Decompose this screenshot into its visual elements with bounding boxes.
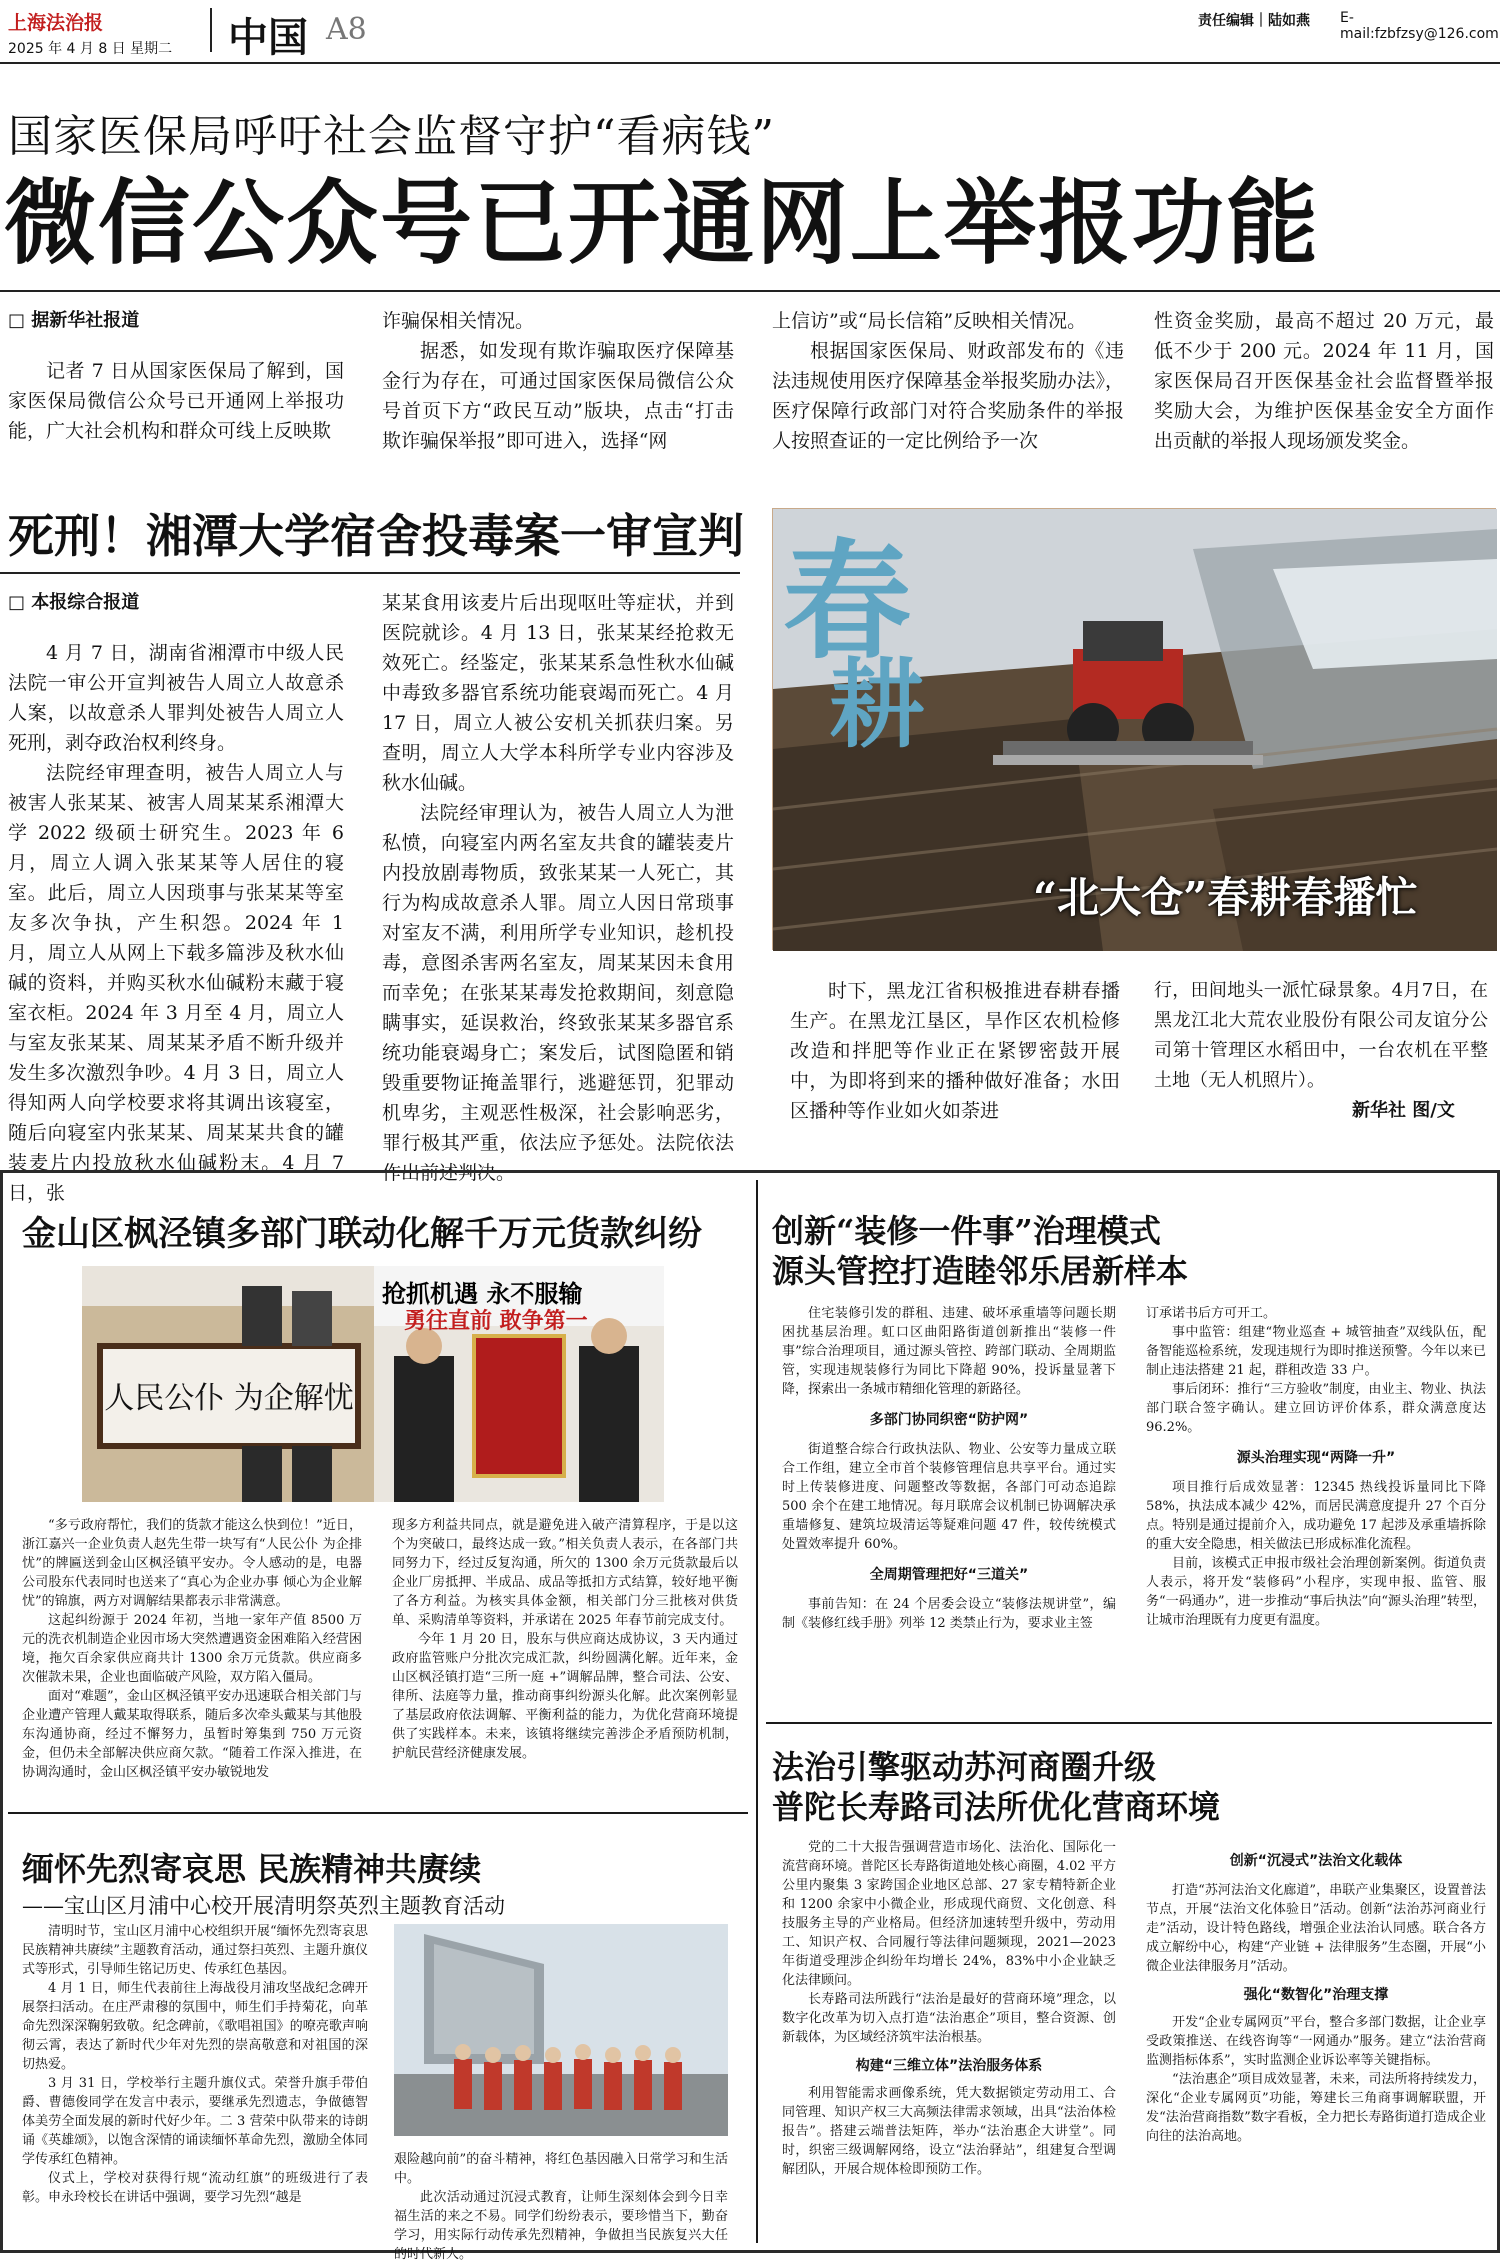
byline-text: 据新华社报道 <box>31 310 140 331</box>
article5-col1 <box>782 1838 1116 2179</box>
masthead <box>0 0 1500 64</box>
article1-col3-b: 根据国家医保局、财政部发布的《违法违规使用医疗保障基金举报奖励办法》，医疗保障行政部门对符合奖励条件的举报人按照查证的一定比例给予一次 <box>772 340 1124 452</box>
photo-label-char-2: 耕 <box>829 648 925 761</box>
article4-col2 <box>1146 1304 1486 1630</box>
article4-headline-2: 源头管控打造睦邻乐居新样本 <box>772 1252 1189 1290</box>
article5-subhead-3: 强化“数智化”治理支撑 <box>1243 1987 1389 2003</box>
photo-label-char-1: 春 <box>783 527 912 677</box>
article1-col3-a: 上信访”或“局长信箱”反映相关情况。 <box>772 310 1087 332</box>
article4-col1 <box>782 1304 1116 1633</box>
newspaper-logo: 上海法治报 <box>8 12 104 34</box>
plaque-photo <box>82 1266 374 1502</box>
right-horizontal-divider <box>766 1722 1492 1724</box>
editor-credit: 责任编辑｜陆如燕 <box>1198 13 1310 29</box>
left-horizontal-divider <box>8 1812 748 1814</box>
article5-p3: 利用智能需求画像系统，凭大数据锁定劳动用工、合同管理、知识产权三大高频法律需求领域，出具“法治体检报告”。搭建云端普法矩阵，举办“法治惠企大讲堂”。同时，织密三级调解网络，设立“法治驿站”，组建复合型调解团队，开展合规体检即预防工作。 <box>782 2086 1116 2177</box>
masthead-rule <box>0 62 1500 64</box>
article2-col1-p2: 法院经审理查明，被告人周立人与被害人张某某、被害人周某某系湘潭大学 2022 级硕士研究生。2023 年 6 月，周立人调入张某某等人居住的寝室。此后，周立人因琐事与张某某等室友多次争执，产生积怨。2024 年 1 月，周立人从网上下载多篇涉及秋水仙碱的资料，并购买秋水仙碱粉末藏于寝室衣柜。2024 年 3 月至 4 月，周立人与室友张某某、周某某矛盾不断升级并发生多次激烈争吵。4 月 3 日，周立人得知两人向学校要求将其调出该寝室，随后向寝室内张某某、周某某共食的罐装麦片内投放秋水仙碱粉末。4 月 7 日，张 <box>8 762 344 1204</box>
article4-subhead-1: 多部门协同织密“防护网” <box>869 1412 1029 1428</box>
svg-text:人民公仆 为企解忧: 人民公仆 为企解忧 <box>104 1381 354 1416</box>
article1-col1: 记者 7 日从国家医保局了解到，国家医保局微信公众号已开通网上举报功能，广大社会机构和群众可线上反映欺 <box>8 360 344 442</box>
article4-col2-c: 事后闭环：推行“三方验收”制度，由业主、物业、执法部门联合签字确认。建立回访评价体系，群众满意度达 96.2%。 <box>1146 1382 1486 1435</box>
photo1-caption-right: 行，田间地头一派忙碌景象。4月7日，在黑龙江北大荒农业股份有限公司友谊分公司第十管理区水稻田中，一台农机在平整土地（无人机照片）。 <box>1154 980 1488 1091</box>
lower-vertical-divider <box>756 1180 758 2243</box>
photo1-caption-left: 时下，黑龙江省积极推进春耕春播生产。在黑龙江垦区，旱作区农机检修改造和拌肥等作业正在紧锣密鼓开展中，为即将到来的播种做好准备；水田区播种等作业如火如荼进 <box>790 980 1120 1122</box>
article4-subhead-2: 全周期管理把好“三道关” <box>869 1567 1029 1583</box>
article4-intro: 住宅装修引发的群租、违建、破坏承重墙等问题长期困扰基层治理。虹口区曲阳路街道创新推出“装修一件事”综合治理项目，通过源头管控、跨部门联动、全周期监管，实现违规装修行为同比下降超 90%，投诉量显著下降，探索出一条城市精细化管理的新路径。 <box>782 1306 1116 1397</box>
article6-col1-p4: 仪式上，学校对获得行规“流动红旗”的班级进行了表彰。申永玲校长在讲话中强调，要学习先烈“越是 <box>22 2171 368 2205</box>
article6-col2-p2: 此次活动通过沉浸式教育，让师生深刻体会到今日幸福生活的来之不易。同学们纷纷表示，要珍惜当下，勤奋学习，用实际行动传承先烈精神，争做担当民族复兴大任的时代新人。 <box>394 2190 728 2262</box>
article5-p5: 开发“企业专属网页”平台，整合多部门数据，让企业享受政策推送、在线咨询等“一网通办”服务。建立“法治营商监测指标体系”，实时监测企业诉讼率等关键指标。 <box>1146 2015 1486 2068</box>
page-number: A8 <box>326 12 367 47</box>
article2-headline: 死刑！湘潭大学宿舍投毒案一审宣判 <box>8 509 744 563</box>
article5-headline-1: 法治引擎驱动苏河商圈升级 <box>772 1748 1157 1786</box>
article5-subhead-2: 创新“沉浸式”法治文化载体 <box>1229 1853 1403 1869</box>
article1-col2 <box>382 306 734 456</box>
article1-col2-a: 诈骗保相关情况。 <box>382 310 535 332</box>
article2-col2-p1: 某某食用该麦片后出现呕吐等症状，并到医院就诊。4 月 13 日，张某某经抢救无效死亡。经鉴定，张某某系急性秋水仙碱中毒致多器官系统功能衰竭而死亡。4 月 17 日，周立人被公安机关抓获归案。另查明，周立人大学本科所学专业内容涉及秋水仙碱。 <box>382 592 734 794</box>
article4-p1: 街道整合综合行政执法队、物业、公安等力量成立联合工作组，建立全市首个装修管理信息共享平台。通过实时上传装修进度、问题整改等数据，各部门可动态追踪 500 余个在建工地情况。每月联席会议机制已协调解决承重墙修复、建筑垃圾清运等疑难问题 47 件，较传统模式处置效率提升 60%。 <box>782 1442 1116 1552</box>
article3-col2-p2: 今年 1 月 20 日，股东与供应商达成协议，3 天内通过政府监管账户分批次完成汇款，纠纷圆满化解。近年来，金山区枫泾镇打造“三所一庭 +”调解品牌，整合司法、公安、律所、法庭等力量，推动商事纠纷源头化解。此次案例彰显了基层政府依法调解、平衡利益的能力，为优化营商环境提供了实践样本。未来，该镇将继续完善涉企矛盾预防机制，护航民营经济健康发展。 <box>392 1632 738 1761</box>
banner-slogan: 抢抓机遇 永不服输 <box>382 1279 583 1308</box>
article5-p2: 长寿路司法所践行“法治是最好的营商环境”理念，以数字化改革为切入点打造“法治惠企”项目，整合资源、创新载体，为区域经济筑牢法治根基。 <box>782 1992 1116 2045</box>
spring-plowing-photo <box>772 508 1496 950</box>
article4-p2: 事前告知：在 24 个居委会设立“装修法规讲堂”，编制《装修红线手册》列举 12 类禁止行为，要求业主签 <box>782 1597 1116 1631</box>
article4-headline-1: 创新“装修一件事”治理模式 <box>772 1212 1161 1250</box>
article6-subhead: ——宝山区月浦中心校开展清明祭英烈主题教育活动 <box>22 1894 505 1918</box>
article6-col2 <box>394 2150 728 2264</box>
article3-col1 <box>22 1516 362 1782</box>
headline-rule <box>0 290 1500 292</box>
main-headline: 微信公众号已开通网上举报功能 <box>4 169 1321 277</box>
byline: □ 据新华社报道 <box>8 310 140 331</box>
article5-col2 <box>1146 1852 1486 2146</box>
article5-p4: 打造“苏河法治文化廊道”，串联产业集聚区，设置普法节点，开展“法治文化体验日”活动。创新“法治苏河商业行走”活动，设计特色路线，增强企业法治认同感。联合各方成立解纷中心，构建“产业链 + 法律服务”生态圈，开展“小微企业法律服务月”活动。 <box>1146 1883 1486 1974</box>
article1-col3 <box>772 306 1124 456</box>
ceremony-illustration <box>394 1924 728 2136</box>
masthead-divider <box>210 8 212 52</box>
banner-slogan-2: 勇往直前 敢争第一 <box>404 1308 588 1334</box>
article2-col1 <box>8 638 344 1208</box>
article2-col1-p1: 4 月 7 日，湖南省湘潭市中级人民法院一审公开宣判被告人周立人故意杀人案，以故意杀人罪判处被告人周立人死刑，剥夺政治权利终身。 <box>8 642 344 754</box>
article3-col2 <box>392 1516 738 1763</box>
article4-p3: 项目推行后成效显著：12345 热线投诉量同比下降 58%，执法成本减少 42%，而居民满意度提升 27 个百分点。特别是通过提前介入，成功避免 17 起涉及承重墙拆除的重大安全隐患，相关做法已形成标准化流程。 <box>1146 1480 1486 1552</box>
article3-headline: 金山区枫泾镇多部门联动化解千万元货款纠纷 <box>22 1214 702 1254</box>
article6-col2-p1: 艰险越向前”的奋斗精神，将红色基因融入日常学习和生活中。 <box>394 2152 728 2186</box>
issue-date: 2025 年 4 月 8 日 星期二 <box>8 41 173 57</box>
article3-col2-p1: 现多方利益共同点，就是避免进入破产清算程序，于是以这个为突破口，最终达成一致。”相关负责人表示，在各部门共同努力下，经过反复沟通，所欠的 1300 余万元货款最后以企业厂房抵押、半成品、成品等抵扣方式结算，较好地平衡了各方利益。为核实具体金额，相关部门分三批核对供货单、采购清单等资料，并承诺在 2025 年春节前完成支付。 <box>392 1518 738 1628</box>
article3-col1-p2: 这起纠纷源于 2024 年初，当地一家年产值 8500 万元的洗衣机制造企业因市场大突然遭遇资金困难陷入经营困境，拖欠百余家供应商共计 1300 余万元货款。供应商多次催款未果，企业也面临破产风险，双方陷入僵局。 <box>22 1613 362 1685</box>
photo-title: “北大仓”春耕春播忙 <box>1033 873 1418 922</box>
plaque-illustration <box>82 1266 374 1502</box>
article6-col1 <box>22 1922 368 2207</box>
section-name: 中国 <box>228 14 308 61</box>
article2-byline-text: 本报综合报道 <box>31 592 140 613</box>
article2-col2 <box>382 588 734 1188</box>
article5-p6: “法治惠企”项目成效显著，未来，司法所将持续发力，深化“企业专属网页”功能，筹建长三角商事调解联盟，开发“法治营商指数”数字看板，全力把长寿路街道打造成企业向往的法治高地。 <box>1146 2072 1486 2144</box>
article5-p1: 党的二十大报告强调营造市场化、法治化、国际化一流营商环境。普陀区长寿路街道地处核心商圈，4.02 平方公里内聚集 3 家跨国企业地区总部、27 家专精特新企业和 1200 余家中小微企业，形成现代商贸、文化创意、科技服务主导的产业格局。但经济加速转型升级中，劳动用工、知识产权、合同履行等法律问题频现，2021—2023 年街道受理涉企纠纷年均增长 24%，83%中小企业缺乏化法律顾问。 <box>782 1840 1116 1988</box>
article2-byline: □ 本报综合报道 <box>8 592 140 613</box>
article5-headline-2: 普陀长寿路司法所优化营商环境 <box>772 1788 1221 1826</box>
article6-col1-p3: 3 月 31 日，学校举行主题升旗仪式。荣誉升旗手带伯爵、曹德俊同学在发言中表示，要继承先烈遗志，争做德智体美劳全面发展的新时代好少年。二 3 营荣中队带来的诗朗诵《英雄颂》，以饱含深情的诵读缅怀革命先烈，激励全体同学传承红色精神。 <box>22 2076 368 2167</box>
photo1-credit: 新华社 图/文 <box>1352 1100 1455 1121</box>
article6-col1-p1: 清明时节，宝山区月浦中心校组织开展“缅怀先烈寄哀思 民族精神共赓续”主题教育活动，通过祭扫英烈、主题升旗仪式等形式，引导师生铭记历史、传承红色基因。 <box>22 1924 368 1977</box>
article3-col1-p3: 面对“难题”，金山区枫泾镇平安办迅速联合相关部门与企业遭产管理人戴某取得联系，随后多次牵头戴某与其他股东沟通协商，经过不懈努力，虽暂时筹集到 750 万元资金，但仍未全部解决供应商欠款。“随着工作深入推进，在协调沟通时，金山区枫泾镇平安办敏锐地发 <box>22 1689 362 1780</box>
article3-col1-p1: “多亏政府帮忙，我们的货款才能这么快到位！”近日，浙江嘉兴一企业负责人赵先生带一块写有“人民公仆 为企排忧”的牌匾送到金山区枫泾镇平安办。令人感动的是，电器公司股东代表同时也送来了“真心为企业办事 倾心为企业解忧”的锦旗，两方对调解结果都表示非常满意。 <box>22 1518 362 1609</box>
article6-col1-p2: 4 月 1 日，师生代表前往上海战役月浦攻坚战纪念碑开展祭扫活动。在庄严肃穆的氛围中，师生们手持菊花，向革命先烈深深鞠躬致敬。纪念碑前，《歌唱祖国》的嘹亮歌声响彻云霄，表达了新时代少年对先烈的崇高敬意和对祖国的深切热爱。 <box>22 1981 368 2072</box>
article4-subhead-3: 源头治理实现“两降一升” <box>1236 1450 1396 1466</box>
banner-photo <box>374 1266 664 1502</box>
article4-col2-b: 事中监管：组建“物业巡查 + 城管抽查”双线队伍，配备智能巡检系统，发现违规行为即时推送预警。今年以来已制止违法搭建 21 起，群租改造 33 户。 <box>1146 1325 1486 1378</box>
article1-col2-b: 据悉，如发现有欺诈骗取医疗保障基金行为存在，可通过国家医保局微信公众号首页下方“政民互动”版块，点击“打击欺诈骗保举报”即可进入，选择“网 <box>382 340 734 452</box>
kicker: 国家医保局呼吁社会监督守护“看病钱” <box>8 111 775 162</box>
article4-col2-a: 订承诺书后方可开工。 <box>1146 1306 1277 1321</box>
ceremony-photo <box>394 1924 728 2136</box>
article2-rule <box>0 572 740 574</box>
article5-subhead-1: 构建“三维立体”法治服务体系 <box>855 2058 1043 2074</box>
editor-email: E-mail:fzbfzsy@126.com <box>1340 10 1499 42</box>
article1-col4: 性资金奖励，最高不超过 20 万元，最低不少于 200 元。2024 年 11 月，国家医保局召开医保基金社会监督暨举报奖励大会，为维护医保基金安全方面作出贡献的举报人现场颁发奖金。 <box>1154 310 1494 452</box>
article2-col2-p2: 法院经审理认为，被告人周立人为泄私愤，向寝室内两名室友共食的罐装麦片内投放剧毒物质，致张某某一人死亡，其行为构成故意杀人罪。周立人因日常琐事对室友不满，利用所学专业知识，趁机投毒，意图杀害两名室友，周某某因未食用而幸免；在张某某毒发抢救期间，刻意隐瞒事实，延误救治，终致张某某多器官系统功能衰竭身亡；案发后，试图隐匿和销毁重要物证掩盖罪行，逃避惩罚，犯罪动机卑劣，主观恶性极深，社会影响恶劣，罪行极其严重，依法应予惩处。法院依法作出前述判决。 <box>382 802 734 1184</box>
article4-p4: 目前，该模式正申报市级社会治理创新案例。街道负责人表示，将开发“装修码”小程序，实现申报、监管、服务“一码通办”，进一步推动“事后执法”向“源头治理”转型，让城市治理既有力度更有温度。 <box>1146 1556 1486 1628</box>
article6-headline: 缅怀先烈寄哀思 民族精神共赓续 <box>22 1850 482 1888</box>
